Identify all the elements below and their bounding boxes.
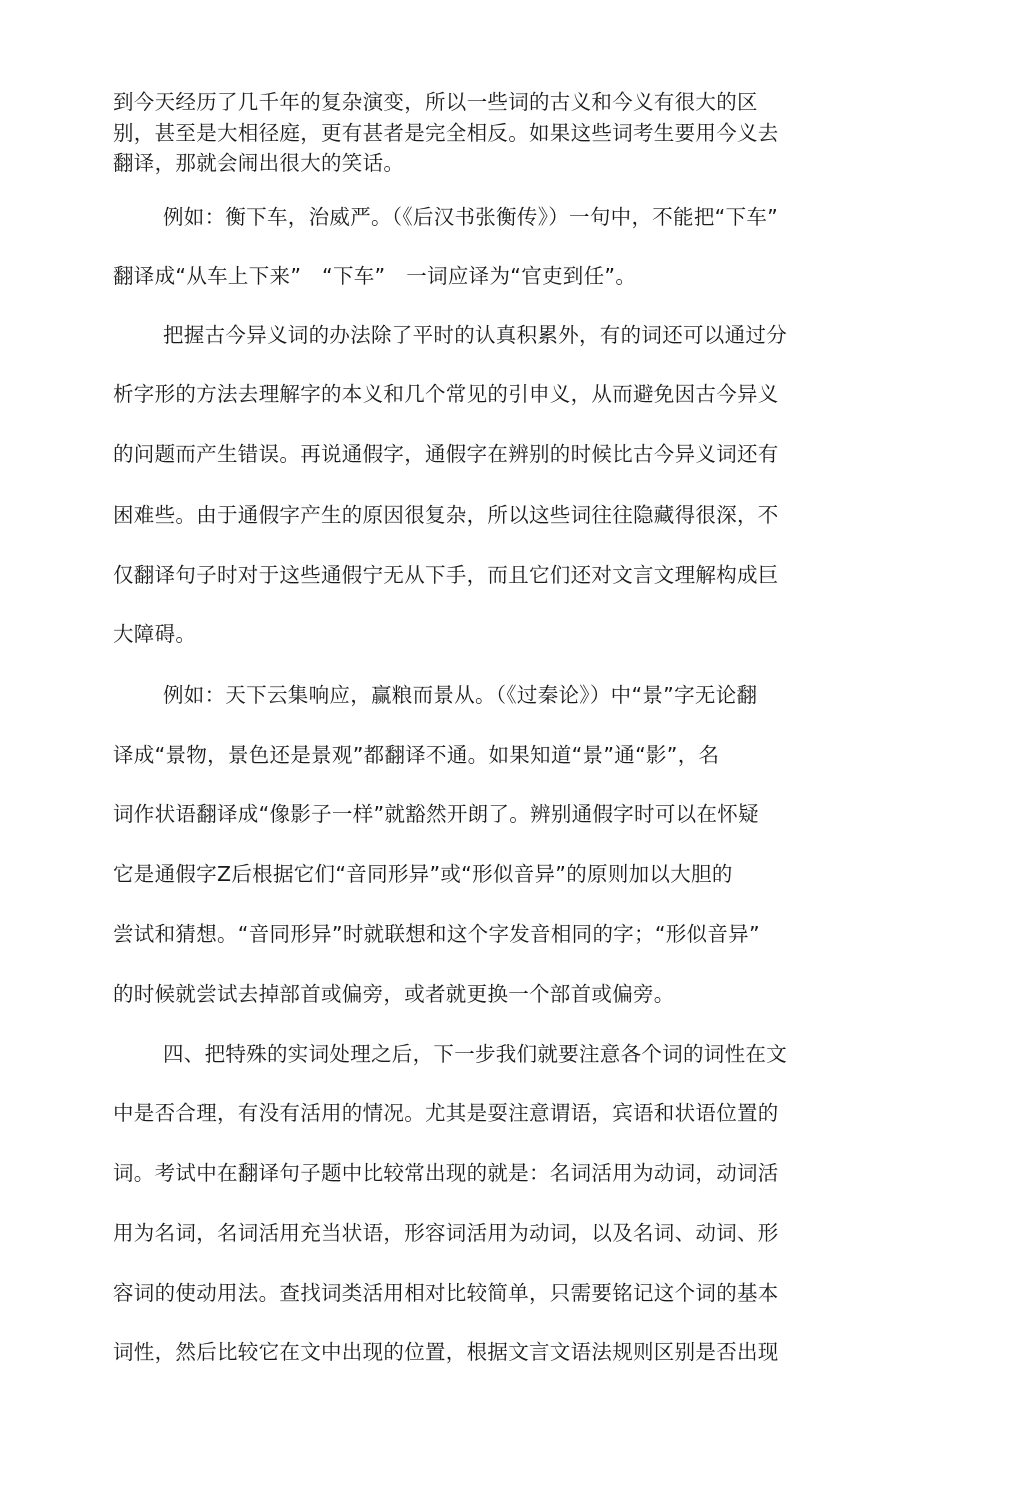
text-line: 析字形的方法去理解字的本义和几个常见的引申义，从而避免因古今异义 <box>113 382 779 406</box>
text-line: 用为名词，名词活用充当状语，形容词活用为动词，以及名词、动词、形 <box>113 1221 779 1245</box>
text-line: 例如：衡下车，治威严。（《后汉书张衡传》）一句中，不能把“下车” <box>163 205 779 229</box>
text-line: 别，甚至是大相径庭，更有甚者是完全相反。如果这些词考生要用今义去 <box>113 121 779 145</box>
text-line: 仅翻译句子时对于这些通假宁无从下手，而且它们还对文言文理解构成巨 <box>113 563 779 587</box>
text-line: 词作状语翻译成“像影子一样”就豁然开朗了。辨别通假字时可以在怀疑 <box>113 802 759 826</box>
text-line: 到今天经历了几千年的复杂演变，所以一些词的古义和今义有很大的区 <box>113 90 758 114</box>
text-line: 它是通假字Z后根据它们“音同形异”或“形似音异”的原则加以大胆的 <box>113 862 733 886</box>
text-line: 词性，然后比较它在文中出现的位置，根据文言文语法规则区别是否出现 <box>113 1340 779 1364</box>
text-line: 翻译，那就会闹出很大的笑话。 <box>113 151 405 175</box>
text-line: 翻译成“从车上下来” “下车” 一词应译为“官吏到任”。 <box>113 264 637 288</box>
text-line: 例如：天下云集响应，赢粮而景从。（《过秦论》）中“景”字无论翻 <box>163 683 758 707</box>
text-line: 中是否合理，有没有活用的情况。尤其是耍注意谓语，宾语和状语位置的 <box>113 1101 779 1125</box>
text-line: 译成“景物，景色还是景观”都翻译不通。如果知道“景”通“影”，名 <box>113 743 720 767</box>
text-line: 的时候就尝试去掉部首或偏旁，或者就更换一个部首或偏旁。 <box>113 982 675 1006</box>
text-line: 词。考试中在翻译句子题中比较常出现的就是：名词活用为动词，动词活 <box>113 1161 779 1185</box>
text-line: 把握古今异义词的办法除了平时的认真积累外，有的词还可以通过分 <box>163 323 787 347</box>
text-line: 大障碍。 <box>113 622 197 646</box>
text-line: 尝试和猜想。“音同形异”时就联想和这个字发音相同的字；“形似音异” <box>113 922 760 946</box>
text-line: 的问题而产生错误。再说通假字，通假字在辨别的时候比古今异义词还有 <box>113 442 779 466</box>
text-line: 困难些。由于通假字产生的原因很复杂，所以这些词往往隐藏得很深，不 <box>113 503 779 527</box>
text-line: 四、把特殊的实词处理之后，下一步我们就要注意各个词的词性在文 <box>163 1042 787 1066</box>
text-line: 容词的使动用法。查找词类活用相对比较简单，只需要铭记这个词的基本 <box>113 1281 779 1305</box>
